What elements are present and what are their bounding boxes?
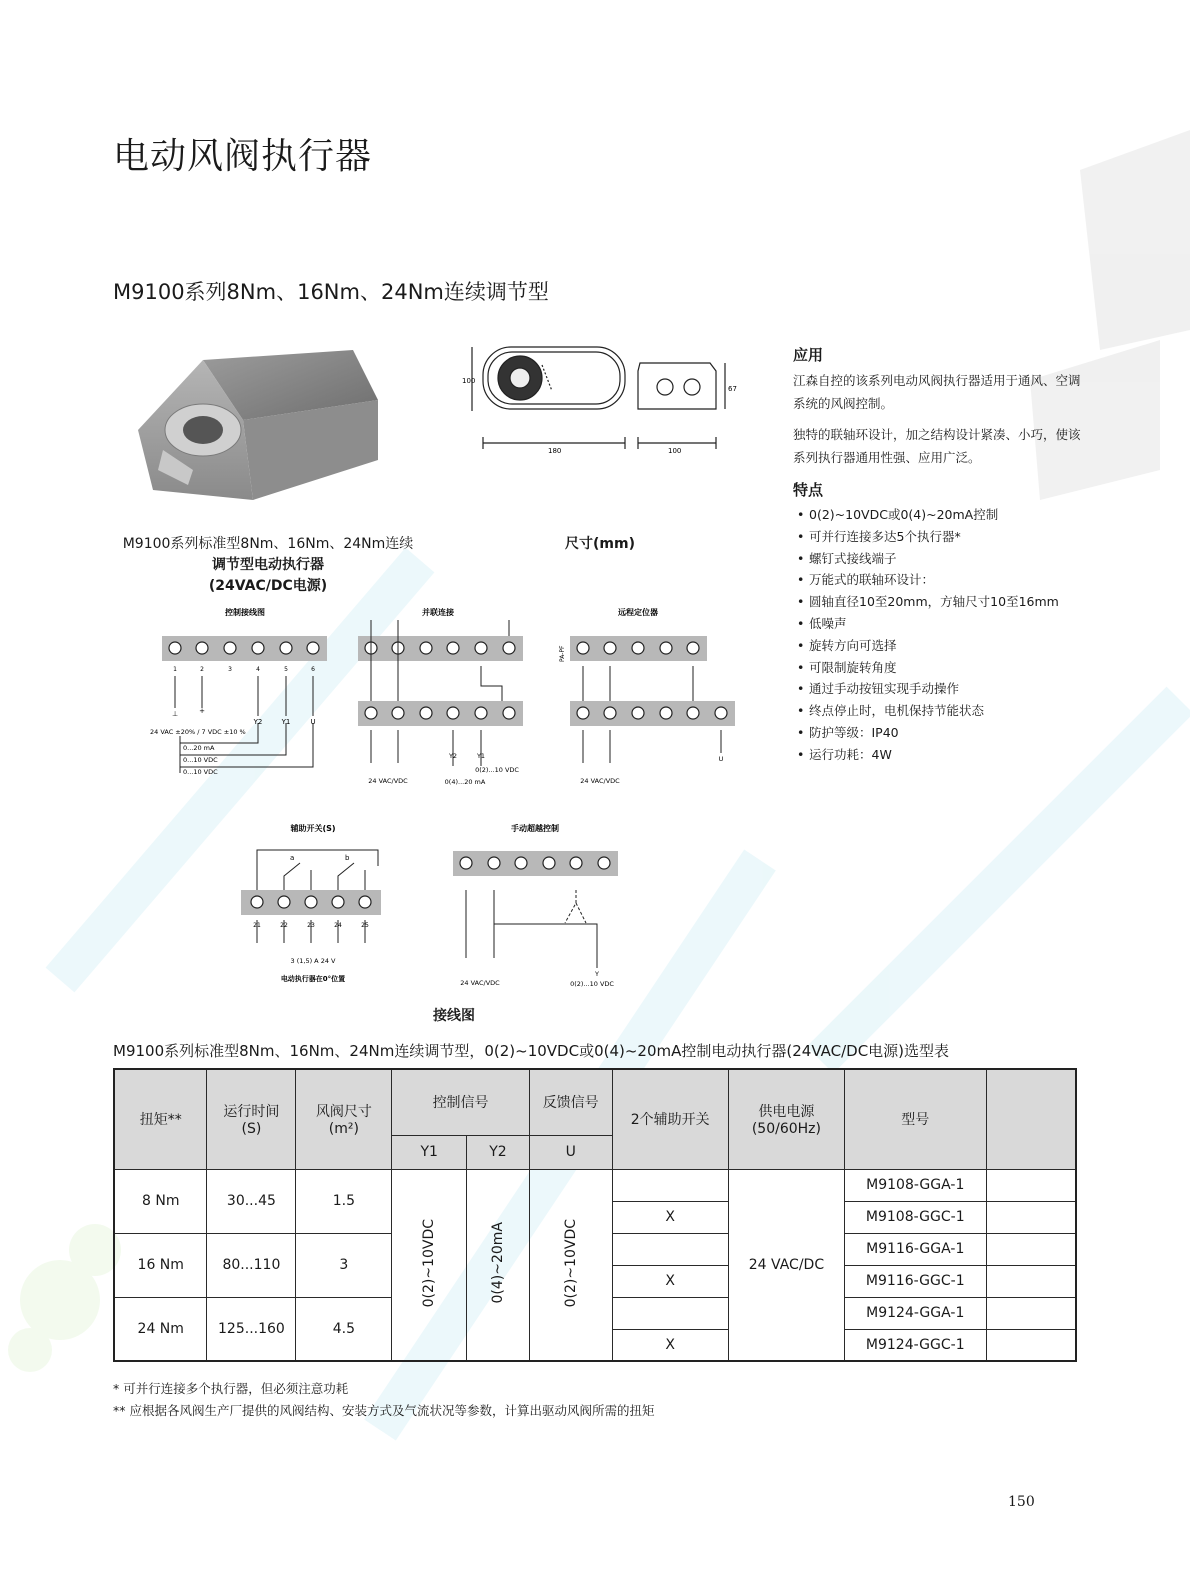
cell-torque: 8 Nm [114, 1169, 207, 1233]
th-feedback: 反馈信号 [529, 1069, 612, 1135]
cell-aux [612, 1233, 728, 1265]
selection-table [113, 1068, 1077, 1362]
d1-num: 2 [200, 666, 204, 673]
d4-b: b [345, 854, 350, 862]
cell-blank [986, 1169, 1076, 1201]
cell-runtime: 80...110 [207, 1233, 296, 1297]
application-section [793, 344, 1083, 766]
cell-torque: 24 Nm [114, 1297, 207, 1361]
product-caption-line3: (24VAC/DC电源) [208, 578, 328, 594]
cell-model: M9124-GGC-1 [845, 1329, 986, 1361]
cell-model: M9108-GGA-1 [845, 1169, 986, 1201]
product-caption-line2: 调节型电动执行器 [212, 557, 324, 573]
product-caption-line1: M9100系列标准型8Nm、16Nm、24Nm连续 [122, 536, 414, 552]
th-damper [296, 1069, 392, 1169]
cell-y2-value: 0(4)~20mA [489, 1222, 506, 1304]
table-row [114, 1169, 1076, 1201]
d4-note: 电动执行器在0°位置 [280, 975, 346, 983]
cell-y2 [467, 1169, 530, 1361]
d4-title: 辅助开关(S) [290, 824, 336, 833]
footnote-1: * 可并行连接多个执行器，但必须注意功耗 [113, 1381, 349, 1396]
d1-title: 控制接线图 [225, 608, 265, 617]
features-heading: 特点 [793, 481, 824, 499]
th-model: 型号 [845, 1069, 986, 1169]
d4-num: 22 [280, 922, 288, 929]
d4-num: 21 [253, 922, 261, 929]
d1-gnd: ⊥ [171, 710, 179, 718]
cell-torque: 16 Nm [114, 1233, 207, 1297]
d5-terminal-strip [453, 851, 618, 876]
d2-y2: Y2 [448, 752, 458, 760]
d4-num: 24 [334, 922, 342, 929]
feature-item: • 终点停止时，电机保持节能状态 [793, 700, 1083, 722]
d4-bottom: 3 (1,5) A 24 V [290, 957, 336, 965]
application-para1: 江森自控的该系列电动风阀执行器适用于通风、空调系统的风阀控制。 [793, 373, 1081, 411]
d4-num: 23 [307, 922, 315, 929]
d1-y1: Y1 [281, 718, 291, 726]
feature-item: • 防护等级：IP40 [793, 722, 1083, 744]
d5-title: 手动超越控制 [511, 824, 559, 833]
application-heading: 应用 [793, 346, 824, 364]
cell-model: M9116-GGC-1 [845, 1265, 986, 1297]
cell-damper: 4.5 [296, 1297, 392, 1361]
dimension-drawing [460, 335, 750, 465]
th-damper-label: 风阀尺寸 [315, 1104, 372, 1121]
d2-terminal-strip-bottom [358, 701, 523, 726]
dim-depth: 100 [668, 447, 682, 455]
cell-damper: 1.5 [296, 1169, 392, 1233]
cell-aux [612, 1297, 728, 1329]
dim-width-front: 180 [548, 447, 562, 455]
dim-height: 100 [462, 377, 476, 385]
d1-u: U [310, 718, 316, 726]
product-caption [113, 534, 423, 597]
d3-papf: PA-PF [559, 645, 566, 662]
features-list [793, 504, 1083, 766]
d1-num: 3 [228, 666, 232, 673]
cell-u-value: 0(2)~10VDC [562, 1218, 579, 1307]
d1-num: 1 [173, 666, 177, 673]
d1-terminal-strip [162, 636, 327, 661]
cell-blank [986, 1297, 1076, 1329]
th-damper-unit: (m²) [328, 1121, 359, 1138]
d1-l3: 0...10 VDC [183, 768, 218, 776]
d2-vdc: 0(2)...10 VDC [475, 766, 519, 774]
th-power [728, 1069, 844, 1169]
d1-plus: + [199, 707, 205, 715]
th-runtime-label: 运行时间 [223, 1104, 280, 1121]
feature-item: • 0(2)~10VDC或0(4)~20mA控制 [793, 504, 1083, 526]
cell-runtime: 125...160 [207, 1297, 296, 1361]
d2-title: 并联连接 [422, 608, 454, 617]
cell-model: M9116-GGA-1 [845, 1233, 986, 1265]
cell-aux: X [612, 1329, 728, 1361]
feature-item: • 旋转方向可选择 [793, 635, 1083, 657]
feature-item: • 运行功耗：4W [793, 744, 1083, 766]
d3-terminal-strip-bottom [570, 701, 735, 726]
d4-num: 25 [361, 922, 369, 929]
d1-num: 6 [311, 666, 315, 673]
d2-power: 24 VAC/VDC [368, 777, 408, 785]
cell-y1 [392, 1169, 467, 1361]
cell-damper: 3 [296, 1233, 392, 1297]
cell-aux: X [612, 1201, 728, 1233]
cell-runtime: 30...45 [207, 1169, 296, 1233]
cell-aux: X [612, 1265, 728, 1297]
cell-y1-value: 0(2)~10VDC [421, 1218, 438, 1307]
th-runtime-unit: (S) [241, 1121, 262, 1138]
cell-model: M9124-GGA-1 [845, 1297, 986, 1329]
d5-vdc: 0(2)...10 VDC [570, 980, 614, 988]
actuator-photo [133, 340, 383, 520]
feature-item: • 螺钉式接线端子 [793, 548, 1083, 570]
th-y1: Y1 [392, 1135, 467, 1169]
d5-y: Y [595, 970, 599, 978]
wiring-caption: 接线图 [433, 1008, 475, 1024]
footnotes [113, 1378, 654, 1422]
th-aux: 2个辅助开关 [612, 1069, 728, 1169]
d1-l1: 0...20 mA [183, 744, 215, 752]
feature-item: • 通过手动按钮实现手动操作 [793, 678, 1083, 700]
d1-y2: Y2 [253, 718, 263, 726]
wiring-diagrams [140, 598, 760, 1008]
d1-power: 24 VAC ±20% / 7 VDC ±10 % [150, 728, 246, 736]
d1-l2: 0...10 VDC [183, 756, 218, 764]
th-control: 控制信号 [392, 1069, 529, 1135]
table-title: M9100系列标准型8Nm、16Nm、24Nm连续调节型，0(2)~10VDC或0(4)~20mA控制电动执行器(24VAC/DC电源)选型表 [113, 1042, 950, 1060]
dimension-caption: 尺寸(mm) [565, 536, 635, 552]
feature-item-sub: • 圆轴直径10至20mm，方轴尺寸10至16mm [793, 591, 1083, 613]
th-runtime [207, 1069, 296, 1169]
d3-title: 远程定位器 [618, 608, 658, 617]
footnote-2: ** 应根据各风阀生产厂提供的风阀结构、安装方式及气流状况等参数，计算出驱动风阀所需的扭矩 [113, 1403, 655, 1418]
d2-y1: Y1 [476, 752, 486, 760]
th-u: U [529, 1135, 612, 1169]
d5-power: 24 VAC/VDC [460, 979, 500, 987]
cell-power: 24 VAC/DC [728, 1169, 844, 1361]
d3-power: 24 VAC/VDC [580, 777, 620, 785]
d2-terminal-strip-top [358, 636, 523, 661]
cell-blank [986, 1265, 1076, 1297]
section-subtitle: M9100系列8Nm、16Nm、24Nm连续调节型 [113, 280, 549, 304]
cell-blank [986, 1329, 1076, 1361]
d2-ma: 0(4)...20 mA [444, 778, 486, 786]
application-para2: 独特的联轴环设计，加之结构设计紧凑、小巧，使该系列执行器通用性强、应用广泛。 [793, 427, 1081, 465]
th-torque: 扭矩** [114, 1069, 207, 1169]
d1-num: 4 [256, 666, 260, 673]
d1-num: 5 [284, 666, 288, 673]
cell-u [529, 1169, 612, 1361]
feature-item: • 万能式的联轴环设计： [793, 569, 1083, 591]
cell-aux [612, 1169, 728, 1201]
th-y2: Y2 [467, 1135, 530, 1169]
cell-blank [986, 1233, 1076, 1265]
feature-item: • 可并行连接多达5个执行器* [793, 526, 1083, 548]
page-title: 电动风阀执行器 [113, 136, 373, 177]
th-power-label: 供电电源 [758, 1104, 815, 1121]
feature-item: • 低噪声 [793, 613, 1083, 635]
d4-a: a [290, 854, 295, 862]
d3-u: U [718, 755, 724, 763]
cell-blank [986, 1201, 1076, 1233]
feature-item: • 可限制旋转角度 [793, 657, 1083, 679]
th-blank [986, 1069, 1076, 1169]
dim-height-side: 67 [728, 385, 737, 393]
th-power-unit: (50/60Hz) [751, 1121, 821, 1138]
page-number: 150 [1008, 1494, 1035, 1510]
cell-model: M9108-GGC-1 [845, 1201, 986, 1233]
